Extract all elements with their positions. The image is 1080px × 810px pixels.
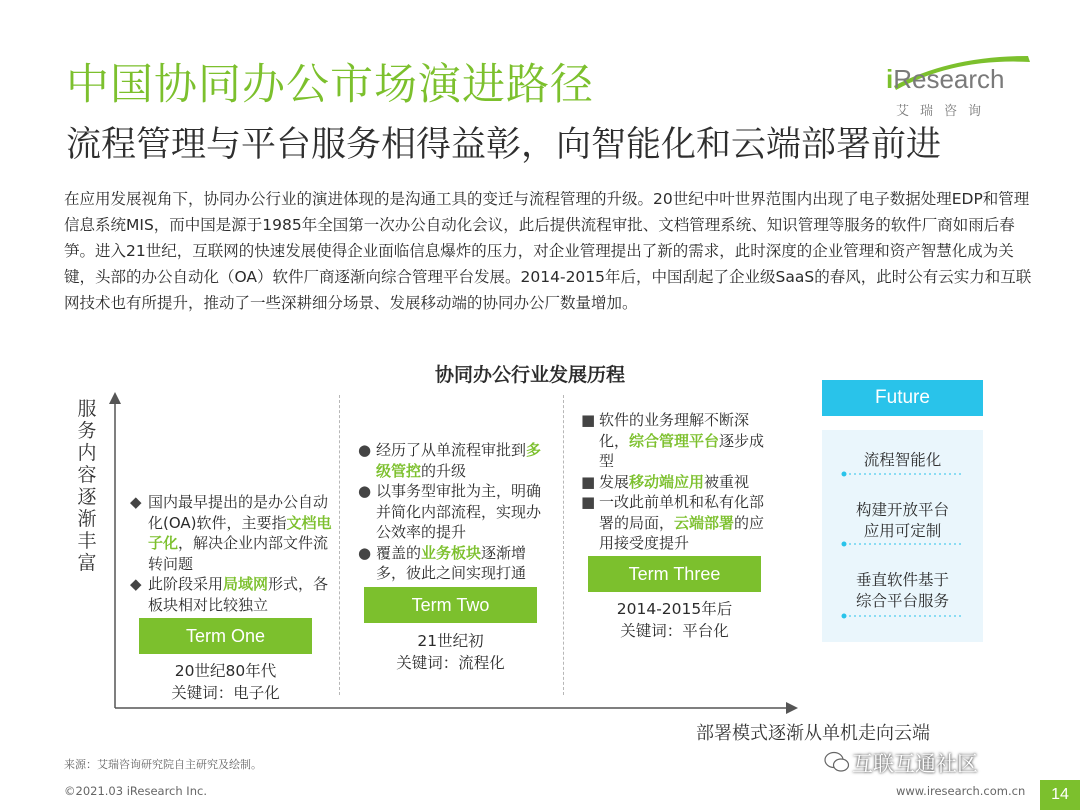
page-subtitle: 流程管理与平台服务相得益彰，向智能化和云端部署前进 bbox=[66, 125, 942, 165]
chart-title: 协同办公行业发展历程 bbox=[435, 364, 626, 386]
future-item-3: 垂直软件基于综合平台服务 bbox=[855, 571, 949, 610]
dot-icon bbox=[842, 614, 847, 619]
term-one-bullet-2: ◆ 此阶段采用局域网形式，各板块相对比较独立 bbox=[130, 575, 329, 614]
y-axis-arrow-icon bbox=[109, 392, 121, 404]
term-three-bullet-3: ■ 一改此前单机和私有化部署的局面，云端部署的应用接受度提升 bbox=[581, 493, 765, 552]
y-axis-label: 服务内容逐渐丰富 bbox=[77, 398, 97, 574]
term-two-bullets bbox=[358, 440, 553, 584]
term-one-bullets bbox=[130, 492, 335, 615]
term-one-period: 20世纪80年代 bbox=[174, 662, 277, 680]
wechat-icon bbox=[824, 750, 850, 778]
source-note: 来源：艾瑞咨询研究院自主研究及绘制。 bbox=[64, 758, 262, 771]
x-axis-label: 部署模式逐渐从单机走向云端 bbox=[696, 723, 930, 744]
term-two-bullet-1: ● 经历了从单流程审批到多级管控的升级 bbox=[358, 441, 542, 480]
iresearch-logo bbox=[886, 58, 1036, 128]
future-badge: Future bbox=[822, 380, 983, 416]
page-title: 中国协同办公市场演进路径 bbox=[66, 60, 594, 110]
term-two-bullet-2: ● 以事务型审批为主，明确并简化内部流程，实现办公效率的提升 bbox=[358, 482, 542, 541]
term-three-bullets bbox=[581, 410, 776, 554]
term-three-keyword: 关键词：平台化 bbox=[620, 622, 729, 640]
term-three-badge: Term Three bbox=[588, 556, 761, 592]
term-two-badge: Term Two bbox=[364, 587, 537, 623]
watermark-text: 互联互通社区 bbox=[852, 752, 978, 776]
future-panel bbox=[822, 430, 983, 642]
dot-icon bbox=[842, 542, 847, 547]
term-one-keyword: 关键词：电子化 bbox=[171, 684, 280, 702]
copyright: ©2021.03 iResearch Inc. bbox=[64, 784, 207, 798]
divider-2 bbox=[563, 395, 564, 695]
logo-wordmark: iResearch bbox=[886, 64, 1005, 94]
page-number: 14 bbox=[1040, 780, 1080, 810]
term-two-period: 21世纪初 bbox=[417, 632, 484, 650]
term-three-bullet-2: ■ 发展移动端应用被重视 bbox=[581, 472, 750, 491]
term-two-keyword: 关键词：流程化 bbox=[396, 654, 505, 672]
dot-icon bbox=[842, 472, 847, 477]
x-axis-arrow-icon bbox=[786, 702, 798, 714]
term-one-bullet-1: ◆ 国内最早提出的是办公自动化(OA)软件，主要指文档电子化，解决企业内部文件流转问题 bbox=[130, 493, 332, 573]
footer-url: www.iresearch.com.cn bbox=[896, 784, 1026, 798]
future-item-2: 构建开放平台应用可定制 bbox=[855, 501, 949, 540]
future-item-1: 流程智能化 bbox=[863, 451, 942, 469]
intro-paragraph: 在应用发展视角下，协同办公行业的演进体现的是沟通工具的变迁与流程管理的升级。20世纪中叶世界范围内出现了电子数据处理EDP和管理信息系统MIS，而中国是源于1985年全国第一次办公自动化会议，此后提供流程审批、文档管理系统、知识管理等服务的软件厂商如雨后春笋。进入21世纪，互联网的快速发展使得企业面临信息爆炸的压力，对企业管理提出了新的需求，此时深度的企业管理和资产智慧化成为关键，头部的办公自动化（OA）软件厂商逐渐向综合管理平台发展。2014-2015年后，中国刮起了企业级SaaS的春风，此时公有云实力和互联网技术也有所提升，推动了一些深耕细分场景、发展移动端的协同办公厂数量增加。 bbox=[64, 190, 1032, 312]
term-two-bullet-3: ● 覆盖的业务板块逐渐增多，彼此之间实现打通 bbox=[358, 543, 527, 582]
term-one-badge: Term One bbox=[139, 618, 312, 654]
term-three-period: 2014-2015年后 bbox=[616, 600, 733, 618]
divider-1 bbox=[339, 395, 340, 695]
logo-cn-text: 艾瑞咨询 bbox=[896, 104, 993, 119]
term-three-bullet-1: ■ 软件的业务理解不断深化，综合管理平台逐步成型 bbox=[581, 411, 765, 470]
